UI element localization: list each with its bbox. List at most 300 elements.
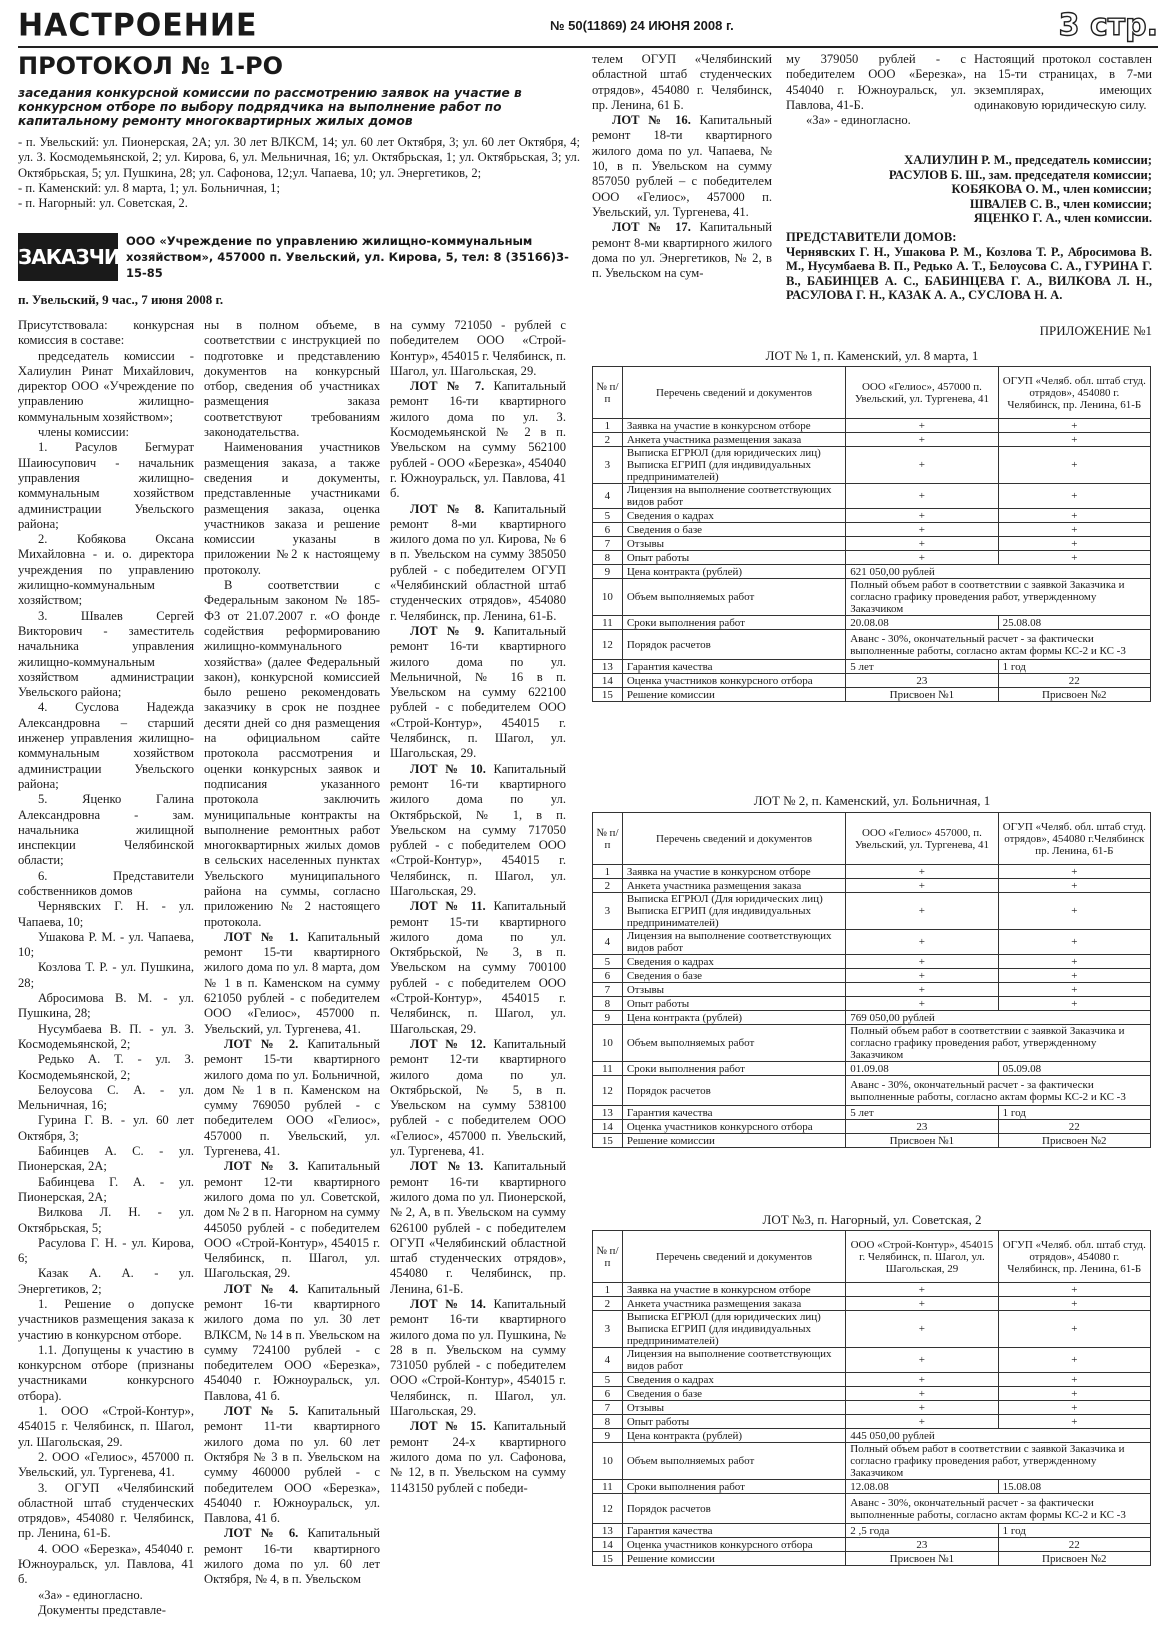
- table-row: [593, 1134, 1151, 1148]
- table-cell: 9: [593, 1429, 623, 1443]
- table-cell: 12: [593, 1494, 623, 1524]
- table-cell: 23: [846, 1538, 998, 1552]
- table-cell: 5 лет: [846, 660, 998, 674]
- table-row: [593, 688, 1151, 702]
- table-cell: +: [846, 1348, 998, 1373]
- table-cell: 2: [593, 433, 623, 447]
- paragraph: 4. Суслова Надежда Александровна – старший инженер управления жилищно-коммунальным хозяйством администрации Увельского района;: [18, 700, 194, 791]
- place-date: п. Увельский, 9 час., 7 июня 2008 г.: [18, 292, 224, 307]
- table-row: [593, 1120, 1151, 1134]
- table-cell: Сроки выполнения работ: [622, 1062, 845, 1076]
- lot3-caption: ЛОТ №3, п. Нагорный, ул. Советская, 2: [762, 1212, 982, 1227]
- table-cell: 14: [593, 1120, 623, 1134]
- table-row: [593, 1524, 1151, 1538]
- protocol-subtitle: заседания конкурсной комиссии по рассмотрению заявок на участие в конкурсном отборе по выбору подрядчика на выполнение работ по капитальному ремонту многоквартирных жилых домов: [18, 86, 522, 128]
- table-cell: 5: [593, 509, 623, 523]
- paragraph: 2. Кобякова Оксана Михайловна - и. о. директора учреждения по управлению жилищно-коммунальным хозяйством;: [18, 532, 194, 608]
- paragraph: Документы представле-: [38, 1602, 166, 1617]
- table-cell: +: [846, 1311, 998, 1348]
- lot-paragraph: ЛОТ № 5. Капитальный ремонт 11-ти квартирного жилого дома по ул. 60 лет Октября № 3 в п. Увельском на сумму 460000 рублей - с победителем ООО «Березка», 454040 г. Южноуральск, ул. Павлова, 41 б.: [204, 1404, 380, 1526]
- table-cell: 6: [593, 523, 623, 537]
- table-row: [593, 1443, 1151, 1480]
- appendix-label: ПРИЛОЖЕНИЕ №1: [1039, 323, 1152, 338]
- table-cell: 7: [593, 537, 623, 551]
- lot2-table: [592, 812, 1151, 1148]
- table-cell: +: [998, 1401, 1150, 1415]
- table-cell: Полный объем работ в соответствии с заявкой Заказчика и согласно графику проведения работ, утвержденному Заказчиком: [846, 1443, 1151, 1480]
- paragraph: ны в полном объеме, в соответствии с инструкцией по подготовке и представлению документов на конкурсный отбор, сведения об участниках размещения заказа соответствуют требованиям законодательства.: [204, 318, 380, 440]
- table-header-cell: ООО «Гелиос» 457000, п. Увельский, ул. Тургенева, 41: [846, 813, 998, 865]
- text-column-3: [390, 318, 566, 1496]
- table-cell: Анкета участника размещения заказа: [622, 879, 845, 893]
- table-cell: Оценка участников конкурсного отбора: [622, 674, 845, 688]
- table-cell: 15: [593, 688, 623, 702]
- table-cell: 05.09.08: [998, 1062, 1150, 1076]
- commission-member: КОБЯКОВА О. М., член комиссии;: [951, 182, 1152, 197]
- table-cell: +: [998, 1311, 1150, 1348]
- table-header-row: [593, 813, 1151, 865]
- table-cell: +: [998, 969, 1150, 983]
- table-cell: 15.08.08: [998, 1480, 1150, 1494]
- customer-block: [18, 233, 580, 283]
- table-cell: +: [846, 509, 998, 523]
- representatives-heading: ПРЕДСТАВИТЕЛИ ДОМОВ:: [786, 230, 957, 244]
- table-cell: Опыт работы: [622, 997, 845, 1011]
- table-cell: Решение комиссии: [622, 1552, 845, 1566]
- paragraph: 5. Яценко Галина Александровна - зам. начальника жилищной инспекции Челябинской области;: [18, 792, 194, 868]
- table-cell: +: [846, 523, 998, 537]
- table-cell: +: [846, 447, 998, 484]
- address-line: - п. Увельский: ул. Пионерская, 2А; ул. 30 лет ВЛКСМ, 14; ул. 60 лет Октября, 3; ул. 60 лет Октября, 4; ул. З. Космодемьянской, 2; ул. Кирова, 6, ул. Мельничная, 16; ул. Октябрьская, 1; ул. Октябрьская, 3; ул. Октябрьская, 5; ул. Пушкина, 28; ул. Сафонова, 12;ул. Чапаева, 10; ул. Энергетиков, 2;: [18, 135, 580, 180]
- table-cell: +: [846, 484, 998, 509]
- table-cell: 23: [846, 1120, 998, 1134]
- table-row: [593, 969, 1151, 983]
- table-cell: Присвоен №2: [998, 1134, 1150, 1148]
- table-row: [593, 616, 1151, 630]
- table-cell: 5: [593, 1373, 623, 1387]
- table-row: [593, 433, 1151, 447]
- table-header-row: [593, 367, 1151, 419]
- representatives-names: Чернявских Г. Н., Ушакова Р. М., Козлова Т. Р., Абросимова В. М., Нусумбаева В. П., Редько А. Т., Белоусова С. А., ГУРИНА Г. В., БАБИНЦЕВ А. С., БАБИНЦЕВА Г. А., ВИЛКОВА Л. Н., РАСУЛОВА Г. Н., КАЗАК А. А., СУСЛОВА Н. А.: [786, 244, 1152, 303]
- table-cell: +: [998, 955, 1150, 969]
- table-cell: Лицензия на выполнение соответствующих видов работ: [622, 930, 845, 955]
- table-cell: +: [846, 893, 998, 930]
- commission-member: ЯЦЕНКО Г. А., член комиссии.: [973, 211, 1152, 226]
- commission-member: ШВАЛЕВ С. В., член комиссии;: [969, 196, 1152, 211]
- table-cell: Выписка ЕГРЮЛ (Для юридических лиц) Выписка ЕГРИП (для индивидуальных предпринимателей): [622, 893, 845, 930]
- table-row: [593, 865, 1151, 879]
- table-cell: 15: [593, 1552, 623, 1566]
- lot-paragraph: ЛОТ № 17. Капитальный ремонт 8-ми квартирного жилого дома по ул. Энергетиков, № 2, в п. Увельском на сум-: [592, 220, 772, 281]
- table-cell: 4: [593, 1348, 623, 1373]
- table-cell: 769 050,00 рублей: [846, 1011, 1151, 1025]
- table-cell: +: [998, 1297, 1150, 1311]
- table-cell: 8: [593, 551, 623, 565]
- table-cell: +: [998, 997, 1150, 1011]
- text-column-1: [18, 318, 194, 1618]
- lot-paragraph: ЛОТ № 11. Капитальный ремонт 15-ти квартирного жилого дома по ул. Октябрьской, № 3, в п. Увельском на сумму 700100 рублей - с победителем ООО «Строй-Контур», 454015 г. Челябинск, п. Шагол, ул. Шагольская, 29.: [390, 899, 566, 1036]
- table-cell: 8: [593, 997, 623, 1011]
- table-cell: Присвоен №1: [846, 1134, 998, 1148]
- table-cell: +: [998, 930, 1150, 955]
- table-row: [593, 930, 1151, 955]
- table-cell: 6: [593, 969, 623, 983]
- table-cell: 621 050,00 рублей: [846, 565, 1151, 579]
- table-cell: Решение комиссии: [622, 1134, 845, 1148]
- table-cell: Гарантия качества: [622, 1106, 845, 1120]
- table-cell: +: [998, 484, 1150, 509]
- table-cell: +: [846, 1415, 998, 1429]
- table-cell: Присвоен №2: [998, 1552, 1150, 1566]
- paragraph: Вилкова Л. Н. - ул. Октябрьская, 5;: [18, 1205, 194, 1235]
- table-row: [593, 1011, 1151, 1025]
- table-cell: Цена контракта (рублей): [622, 1011, 845, 1025]
- table-row: [593, 1387, 1151, 1401]
- table-cell: Присвоен №1: [846, 1552, 998, 1566]
- table-row: [593, 1480, 1151, 1494]
- lot-paragraph: ЛОТ № 8. Капитальный ремонт 8-ми квартирного жилого дома по ул. Кирова, № 6 в п. Увельском на сумму 385050 рублей - с победителем ОГУП «Челябинский областной штаб студенческих отрядов», 454080 г. Челябинск, пр. Ленина, 61-Б.: [390, 501, 566, 623]
- table-cell: 6: [593, 1387, 623, 1401]
- table-cell: +: [846, 551, 998, 565]
- table-cell: +: [846, 865, 998, 879]
- table-row: [593, 1106, 1151, 1120]
- table-cell: +: [998, 879, 1150, 893]
- lot-paragraph: ЛОТ № 1. Капитальный ремонт 15-ти квартирного жилого дома по ул. 8 марта, дом № 1 в п. Каменском на сумму 621050 рублей - с победителем ООО «Гелиос», 457000 п. Увельский, ул. Тургенева, 41.: [204, 929, 380, 1036]
- table-cell: Выписка ЕГРЮЛ (для юридических лиц) Выписка ЕГРИП (для индивидуальных предпринимателей): [622, 1311, 845, 1348]
- lot-paragraph: ЛОТ № 6. Капитальный ремонт 16-ти квартирного жилого дома по ул. 60 лет Октября, № 4, в п. Увельском: [204, 1526, 380, 1587]
- lot-paragraph: ЛОТ № 4. Капитальный ремонт 16-ти квартирного жилого дома по ул. 30 лет ВЛКСМ, № 14 в п. Увельском на сумму 724100 рублей - с победителем ООО «Березка», 454040 г. Южноуральск, ул. Павлова, 41 б.: [204, 1281, 380, 1403]
- paragraph: 3. Швалев Сергей Викторович - заместитель начальника управления жилищно-коммунальным хозяйством администрации Увельского района;: [18, 608, 194, 700]
- table-header-cell: ОГУП «Челяб. обл. штаб студ. отрядов», 454080 г.Челябинск пр. Ленина, 61-Б: [998, 813, 1150, 865]
- table-cell: +: [998, 1387, 1150, 1401]
- table-cell: 11: [593, 1062, 623, 1076]
- table-cell: +: [846, 1297, 998, 1311]
- masthead: [18, 6, 1158, 46]
- table-cell: 445 050,00 рублей: [846, 1429, 1151, 1443]
- table-row: [593, 660, 1151, 674]
- table-row: [593, 983, 1151, 997]
- table-row: [593, 537, 1151, 551]
- table-cell: Цена контракта (рублей): [622, 565, 845, 579]
- table-header-row: [593, 1231, 1151, 1283]
- table-cell: 25.08.08: [998, 616, 1150, 630]
- table-cell: Сведения о кадрах: [622, 509, 845, 523]
- table-cell: 23: [846, 674, 998, 688]
- table-row: [593, 997, 1151, 1011]
- table-cell: Отзывы: [622, 983, 845, 997]
- paragraph: 3. ОГУП «Челябинский областной штаб студенческих отрядов», 454080 г. Челябинск, пр. Ленина, 61-Б.: [18, 1480, 194, 1541]
- table-row: [593, 551, 1151, 565]
- table-cell: +: [846, 997, 998, 1011]
- table-cell: Заявка на участие в конкурсном отборе: [622, 865, 845, 879]
- table-cell: +: [846, 955, 998, 969]
- table-cell: 3: [593, 1311, 623, 1348]
- table-cell: Аванс - 30%, окончательный расчет - за фактически выполненные работы, согласно актам формы КС-2 и КС -3: [846, 1494, 1151, 1524]
- house-representatives: [786, 230, 1152, 303]
- table-cell: Заявка на участие в конкурсном отборе: [622, 419, 845, 433]
- protocol-title: ПРОТОКОЛ № 1-РО: [18, 52, 284, 80]
- lot-paragraph: ЛОТ № 7. Капитальный ремонт 16-ти квартирного жилого дома по ул. З. Космодемьянской № 2 в п. Увельском на сумму 562100 рублей - ООО «Березка», 454040 г. Южноуральск, ул. Павлова, 41 б.: [390, 379, 566, 501]
- paragraph: му 379050 рублей - с победителем ООО «Березка», 454040 г. Южноуральск, ул. Павлова, 41-Б.: [786, 52, 966, 112]
- paragraph: Нусумбаева В. П. - ул. З. Космодемьянской, 2;: [18, 1021, 194, 1051]
- table-header-cell: Перечень сведений и документов: [622, 813, 845, 865]
- text-column-4: [592, 52, 772, 281]
- table-row: [593, 579, 1151, 616]
- table-cell: +: [998, 893, 1150, 930]
- table-cell: +: [846, 433, 998, 447]
- table-cell: 10: [593, 1025, 623, 1062]
- table-cell: Аванс - 30%, окончательный расчет - за фактически выполненные работы, согласно актам формы КС-2 и КС -3: [846, 1076, 1151, 1106]
- paragraph: Присутствовала: конкурсная комиссия в составе:: [18, 318, 194, 348]
- table-row: [593, 484, 1151, 509]
- lot1-table: [592, 366, 1151, 702]
- issue-number: № 50(11869) 24 ИЮНЯ 2008 г.: [550, 18, 734, 33]
- table-cell: 01.09.08: [846, 1062, 998, 1076]
- paragraph: Расулова Г. Н. - ул. Кирова, 6;: [18, 1235, 194, 1266]
- paragraph: Гурина Г. В. - ул. 60 лет Октября, 3;: [18, 1113, 194, 1143]
- table-cell: Объем выполняемых работ: [622, 1025, 845, 1062]
- table-cell: Оценка участников конкурсного отбора: [622, 1120, 845, 1134]
- table-row: [593, 1552, 1151, 1566]
- lot-paragraph: ЛОТ № 16. Капитальный ремонт 18-ти квартирного жилого дома по ул. Чапаева, № 10, в п. Увельском на сумму 857050 рублей – с победителем ООО «Гелиос», 457000 п. Увельский, ул. Тургенева, 41.: [592, 113, 772, 219]
- table-cell: Объем выполняемых работ: [622, 579, 845, 616]
- table-cell: Присвоен №2: [998, 688, 1150, 702]
- table-header-cell: Перечень сведений и документов: [622, 367, 845, 419]
- table-cell: +: [998, 983, 1150, 997]
- table-cell: 2: [593, 879, 623, 893]
- paragraph: Бабинцев А. С. - ул. Пионерская, 2А;: [18, 1144, 194, 1174]
- table-cell: 7: [593, 983, 623, 997]
- table-cell: +: [998, 419, 1150, 433]
- table-row: [593, 1311, 1151, 1348]
- paragraph: на сумму 721050 - рублей с победителем ООО «Строй-Контур», 454015 г. Челябинск, п. Шагол, ул. Шагольская, 29.: [390, 318, 566, 378]
- table-cell: 4: [593, 484, 623, 509]
- lot3-table: [592, 1230, 1151, 1566]
- table-cell: +: [998, 1415, 1150, 1429]
- table-cell: 22: [998, 1538, 1150, 1552]
- table-cell: +: [846, 879, 998, 893]
- table-cell: Сведения о кадрах: [622, 955, 845, 969]
- paragraph: Бабинцева Г. А. - ул. Пионерская, 2А;: [18, 1174, 194, 1204]
- table-cell: Отзывы: [622, 537, 845, 551]
- paragraph: 1. Расулов Бегмурат Шаиюсупович - начальник управления жилищно-коммунальным хозяйством администрации Увельского района;: [18, 440, 194, 531]
- table-row: [593, 879, 1151, 893]
- table-cell: 5: [593, 955, 623, 969]
- commission-signatures: [786, 153, 1152, 226]
- table-cell: +: [998, 1348, 1150, 1373]
- table-cell: Сведения о кадрах: [622, 1373, 845, 1387]
- address-line: - п. Каменский: ул. 8 марта, 1; ул. Больничная, 1;: [18, 180, 280, 195]
- table-row: [593, 419, 1151, 433]
- paragraph: «За» - единогласно.: [806, 113, 911, 128]
- lot-paragraph: ЛОТ №13. Капитальный ремонт 16-ти квартирного жилого дома по ул. Пионерской, № 2, А, в п. Увельском на сумму 626100 рублей - с победителем ОГУП «Челябинский областной штаб студенческих отрядов», 454080 г. Челябинск, пр. Ленина, 61-Б.: [390, 1159, 566, 1296]
- customer-label: ЗАКАЗЧИК:: [18, 233, 118, 281]
- table-cell: +: [998, 433, 1150, 447]
- table-cell: 7: [593, 1401, 623, 1415]
- table-row: [593, 674, 1151, 688]
- table-header-cell: ОГУП «Челяб. обл. штаб студ. отрядов», 454080 г. Челябинск, пр. Ленина, 61-Б: [998, 367, 1150, 419]
- paragraph: Чернявских Г. Н. - ул. Чапаева, 10;: [18, 899, 194, 929]
- table-cell: 12.08.08: [846, 1480, 998, 1494]
- paragraph: Белоусова С. А. - ул. Мельничная, 16;: [18, 1082, 194, 1113]
- paragraph: Ушакова Р. М. - ул. Чапаева, 10;: [18, 929, 194, 960]
- table-cell: Опыт работы: [622, 551, 845, 565]
- table-cell: Гарантия качества: [622, 1524, 845, 1538]
- table-cell: Опыт работы: [622, 1415, 845, 1429]
- lot-paragraph: ЛОТ № 15. Капитальный ремонт 24-х квартирного жилого дома по ул. Сафонова, № 12, в п. Увельском на сумму 1143150 рублей с победи-: [390, 1419, 566, 1495]
- table-cell: +: [846, 969, 998, 983]
- table-row: [593, 1348, 1151, 1373]
- lot1-caption: ЛОТ № 1, п. Каменский, ул. 8 марта, 1: [765, 348, 979, 363]
- paragraph: В соответствии с Федеральным законом № 185-ФЗ от 21.07.2007 г. «О фонде содействия реформированию жилищно-коммунального хозяйства» (далее Федеральный закон), конкурсной комиссией было решено рекомендовать заказчику в срок не позднее десяти дней со дня размещения на официальном сайте протокола рассмотрения и оценки конкурсных заявок и подписания указанного протокола заключить муниципальные контракты на выполнение ремонтных работ многоквартирных жилых домов в сельских населенных пунктах Увельского муниципального района на суммы, согласно приложению № 2 настоящего протокола.: [204, 578, 380, 929]
- lot-paragraph: ЛОТ № 2. Капитальный ремонт 15-ти квартирного жилого дома по ул. Больничной, дом № 1 в п. Каменском на сумму 769050 рублей - с победителем ООО «Гелиос», 457000 п. Увельский, ул. Тургенева, 41.: [204, 1036, 380, 1159]
- table-cell: Сведения о базе: [622, 1387, 845, 1401]
- table-cell: 22: [998, 674, 1150, 688]
- paragraph: Козлова Т. Р. - ул. Пушкина, 28;: [18, 960, 194, 990]
- table-cell: Цена контракта (рублей): [622, 1429, 845, 1443]
- table-row: [593, 1429, 1151, 1443]
- table-cell: +: [846, 930, 998, 955]
- table-cell: +: [846, 419, 998, 433]
- table-cell: Лицензия на выполнение соответствующих видов работ: [622, 484, 845, 509]
- table-cell: Отзывы: [622, 1401, 845, 1415]
- table-cell: Объем выполняемых работ: [622, 1443, 845, 1480]
- paragraph: Казак А. А. - ул. Энергетиков, 2;: [18, 1266, 194, 1296]
- table-cell: +: [846, 1283, 998, 1297]
- customer-details: ООО «Учреждение по управлению жилищно-коммунальным хозяйством», 457000 п. Увельский, ул. Кирова, 5, тел: 8 (35166)3-15-85: [126, 234, 569, 280]
- paragraph: 4. ООО «Березка», 454040 г. Южноуральск, ул. Павлова, 41 б.: [18, 1541, 194, 1587]
- table-header-cell: № п/п: [593, 813, 623, 865]
- table-cell: +: [846, 1387, 998, 1401]
- table-cell: +: [998, 551, 1150, 565]
- table-cell: 20.08.08: [846, 616, 998, 630]
- table-cell: 14: [593, 1538, 623, 1552]
- table-cell: Гарантия качества: [622, 660, 845, 674]
- table-row: [593, 565, 1151, 579]
- table-cell: 1 год: [998, 1106, 1150, 1120]
- table-header-cell: № п/п: [593, 367, 623, 419]
- table-header-cell: ОГУП «Челяб. обл. штаб студ. отрядов», 454080 г. Челябинск, пр. Ленина, 61-Б: [998, 1231, 1150, 1283]
- table-cell: Анкета участника размещения заказа: [622, 433, 845, 447]
- paragraph: «За» - единогласно.: [38, 1587, 143, 1602]
- table-cell: +: [998, 1283, 1150, 1297]
- table-row: [593, 955, 1151, 969]
- table-cell: +: [998, 447, 1150, 484]
- lot-paragraph: ЛОТ № 12. Капитальный ремонт 12-ти квартирного жилого дома по ул. Октябрьской, № 5, в п. Увельском на сумму 538100 рублей - с победителем ООО «Гелиос», 457000 п. Увельский, ул. Тургенева, 41.: [390, 1036, 566, 1159]
- table-cell: +: [998, 865, 1150, 879]
- paragraph: председатель комиссии - Халиулин Ринат Михайлович, директор ООО «Учреждение по управлению жилищно-коммунальным хозяйством»;: [18, 348, 194, 424]
- lot-paragraph: ЛОТ № 10. Капитальный ремонт 16-ти квартирного жилого дома по ул. Октябрьской, № 1, в п. Увельском на сумму 717050 рублей - с победителем ООО «Строй-Контур», 454015 г. Челябинск, п. Шагол, ул. Шагольская, 29.: [390, 761, 566, 898]
- table-cell: 10: [593, 579, 623, 616]
- table-cell: 9: [593, 1011, 623, 1025]
- address-list: [18, 135, 580, 211]
- table-cell: 2 ,5 года: [846, 1524, 998, 1538]
- table-cell: +: [998, 1373, 1150, 1387]
- table-cell: +: [846, 1401, 998, 1415]
- paragraph: Редько А. Т. - ул. З. Космодемьянской, 2;: [18, 1052, 194, 1082]
- text-column-6: [974, 52, 1152, 113]
- table-cell: +: [998, 509, 1150, 523]
- paragraph: Наименования участников размещения заказа, а также сведения и документы, представленные участниками размещения заказа, оценка участников заказа и решение комиссии указаны в приложении №2 к настоящему протоколу.: [204, 440, 380, 577]
- table-cell: 3: [593, 893, 623, 930]
- table-cell: 11: [593, 616, 623, 630]
- table-cell: Заявка на участие в конкурсном отборе: [622, 1283, 845, 1297]
- table-row: [593, 630, 1151, 660]
- masthead-rule: [18, 46, 1158, 48]
- table-cell: Порядок расчетов: [622, 630, 845, 660]
- table-cell: 4: [593, 930, 623, 955]
- table-cell: 22: [998, 1120, 1150, 1134]
- paragraph: 1. Решение о допуске участников размещения заказа к участию в конкурсном отборе.: [18, 1297, 194, 1342]
- table-row: [593, 1283, 1151, 1297]
- table-cell: 1 год: [998, 1524, 1150, 1538]
- table-row: [593, 1415, 1151, 1429]
- table-row: [593, 1076, 1151, 1106]
- table-cell: Сроки выполнения работ: [622, 616, 845, 630]
- table-header-cell: ООО «Гелиос», 457000 п. Увельский, ул. Тургенева, 41: [846, 367, 998, 419]
- table-row: [593, 1062, 1151, 1076]
- table-cell: Полный объем работ в соответствии с заявкой Заказчика и согласно графику проведения работ, утвержденному Заказчиком: [846, 579, 1151, 616]
- table-cell: +: [846, 1373, 998, 1387]
- table-cell: Решение комиссии: [622, 688, 845, 702]
- table-row: [593, 893, 1151, 930]
- table-header-cell: № п/п: [593, 1231, 623, 1283]
- paragraph: Абросимова В. М. - ул. Пушкина, 28;: [18, 991, 194, 1021]
- table-cell: Порядок расчетов: [622, 1076, 845, 1106]
- table-cell: 13: [593, 660, 623, 674]
- table-cell: +: [998, 537, 1150, 551]
- table-cell: Присвоен №1: [846, 688, 998, 702]
- table-cell: 14: [593, 674, 623, 688]
- table-cell: 11: [593, 1480, 623, 1494]
- paragraph: Настоящий протокол составлен на 15-ти страницах, в 7-ми экземплярах, имеющих одинаковую юридическую силу.: [974, 52, 1152, 112]
- commission-member: РАСУЛОВ Б. Ш., зам. председателя комиссии;: [888, 167, 1152, 182]
- table-cell: 8: [593, 1415, 623, 1429]
- table-header-cell: ООО «Строй-Контур», 454015 г. Челябинск, п. Шагол, ул. Шагольская, 29: [846, 1231, 998, 1283]
- lot-paragraph: ЛОТ № 14. Капитальный ремонт 16-ти квартирного жилого дома по ул. Пушкина, № 28 в п. Увельском на сумму 731050 рублей - с победителем ООО «Строй-Контур», 454015 г. Челябинск, п. Шагол, ул. Шагольская, 29.: [390, 1297, 566, 1419]
- table-cell: 15: [593, 1134, 623, 1148]
- table-cell: 5 лет: [846, 1106, 998, 1120]
- lot-paragraph: ЛОТ № 9. Капитальный ремонт 16-ти квартирного жилого дома по ул. Мельничной, № 16 в п. Увельском на сумму 622100 рублей - с победителем ООО «Строй-Контур», 454015 г. Челябинск, п. Шагол, ул. Шагольская, 29.: [390, 623, 566, 761]
- address-line: - п. Нагорный: ул. Советская, 2.: [18, 196, 188, 211]
- text-column-5: [786, 52, 966, 128]
- table-row: [593, 523, 1151, 537]
- table-cell: 13: [593, 1106, 623, 1120]
- table-cell: 13: [593, 1524, 623, 1538]
- table-cell: 1: [593, 419, 623, 433]
- lot-paragraph: ЛОТ № 3. Капитальный ремонт 12-ти квартирного жилого дома по ул. Советской, дом № 2 в п. Нагорном на сумму 445050 рублей - с победителем ООО «Строй-Контур», 454015 г. Челябинск, п. Шагол, ул. Шагольская, 29.: [204, 1159, 380, 1281]
- table-row: [593, 1297, 1151, 1311]
- paragraph: телем ОГУП «Челябинский областной штаб студенческих отрядов», 454080 г. Челябинск, пр. Ленина, 61 Б.: [592, 52, 772, 112]
- table-cell: 1: [593, 865, 623, 879]
- table-row: [593, 447, 1151, 484]
- lot2-caption: ЛОТ № 2, п. Каменский, ул. Больничная, 1: [753, 793, 991, 808]
- table-cell: 12: [593, 630, 623, 660]
- table-cell: 1: [593, 1283, 623, 1297]
- table-cell: Выписка ЕГРЮЛ (для юридических лиц) Выписка ЕГРИП (для индивидуальных предпринимателей): [622, 447, 845, 484]
- paragraph: члены комиссии:: [38, 425, 129, 440]
- table-cell: 2: [593, 1297, 623, 1311]
- table-cell: Сроки выполнения работ: [622, 1480, 845, 1494]
- table-row: [593, 509, 1151, 523]
- table-cell: Сведения о базе: [622, 969, 845, 983]
- section-title: НАСТРОЕНИЕ: [18, 7, 258, 44]
- paragraph: 1. ООО «Строй-Контур», 454015 г. Челябинск, п. Шагол, ул. Шагольская, 29.: [18, 1404, 194, 1449]
- table-row: [593, 1373, 1151, 1387]
- table-cell: 3: [593, 447, 623, 484]
- table-cell: 9: [593, 565, 623, 579]
- table-row: [593, 1401, 1151, 1415]
